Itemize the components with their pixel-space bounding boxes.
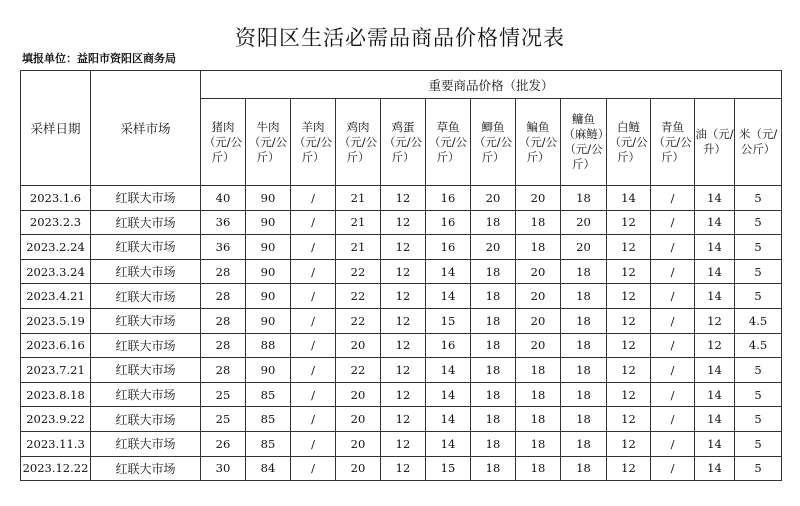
cell-price: 18 bbox=[561, 284, 607, 309]
header-item bbox=[426, 99, 471, 186]
header-item-label: 米（元/公斤） bbox=[738, 127, 778, 156]
cell-price: 12 bbox=[381, 308, 426, 333]
header-item-label: 鳊鱼（元/公斤） bbox=[518, 119, 558, 164]
cell-price: 14 bbox=[426, 358, 471, 383]
cell-date: 2023.11.3 bbox=[21, 431, 91, 456]
cell-price: 90 bbox=[246, 210, 291, 235]
cell-price: 12 bbox=[381, 210, 426, 235]
header-item bbox=[695, 99, 735, 186]
cell-price: 14 bbox=[695, 235, 735, 260]
cell-price: 22 bbox=[336, 284, 381, 309]
header-item bbox=[471, 99, 516, 186]
cell-price: 90 bbox=[246, 358, 291, 383]
cell-price: / bbox=[651, 259, 695, 284]
cell-price: 21 bbox=[336, 235, 381, 260]
cell-price: 30 bbox=[201, 456, 246, 481]
cell-price: 12 bbox=[607, 210, 651, 235]
cell-price: 18 bbox=[471, 333, 516, 358]
cell-date: 2023.8.18 bbox=[21, 382, 91, 407]
cell-price: 14 bbox=[695, 358, 735, 383]
header-item-label: 鸡蛋（元/公斤） bbox=[383, 119, 423, 164]
cell-price: 14 bbox=[695, 210, 735, 235]
cell-price: 16 bbox=[426, 186, 471, 211]
header-item-label: 白鲢（元/公斤） bbox=[609, 119, 648, 164]
cell-price: 20 bbox=[336, 382, 381, 407]
cell-price: 18 bbox=[471, 308, 516, 333]
header-item bbox=[607, 99, 651, 186]
cell-price: / bbox=[291, 259, 336, 284]
cell-price: / bbox=[291, 210, 336, 235]
cell-price: 36 bbox=[201, 235, 246, 260]
cell-price: 14 bbox=[426, 431, 471, 456]
cell-price: 14 bbox=[695, 431, 735, 456]
cell-price: 12 bbox=[381, 284, 426, 309]
cell-price: 16 bbox=[426, 333, 471, 358]
cell-price: 18 bbox=[516, 382, 561, 407]
header-item-label: 猪肉（元/公斤） bbox=[203, 119, 243, 164]
cell-price: / bbox=[651, 284, 695, 309]
cell-price: 14 bbox=[426, 259, 471, 284]
cell-market: 红联大市场 bbox=[91, 358, 201, 383]
cell-price: / bbox=[291, 186, 336, 211]
header-item-label: 牛肉（元/公斤） bbox=[248, 119, 288, 164]
cell-date: 2023.7.21 bbox=[21, 358, 91, 383]
cell-price: / bbox=[291, 382, 336, 407]
cell-market: 红联大市场 bbox=[91, 456, 201, 481]
cell-price: 12 bbox=[695, 308, 735, 333]
cell-date: 2023.6.16 bbox=[21, 333, 91, 358]
cell-price: 12 bbox=[381, 235, 426, 260]
cell-price: 18 bbox=[561, 259, 607, 284]
cell-price: 12 bbox=[695, 333, 735, 358]
cell-price: 18 bbox=[516, 407, 561, 432]
cell-price: / bbox=[291, 358, 336, 383]
cell-price: 5 bbox=[735, 382, 782, 407]
cell-price: 14 bbox=[695, 407, 735, 432]
cell-date: 2023.9.22 bbox=[21, 407, 91, 432]
cell-price: 28 bbox=[201, 259, 246, 284]
header-item bbox=[561, 99, 607, 186]
cell-price: 5 bbox=[735, 407, 782, 432]
table-row bbox=[21, 382, 782, 407]
cell-price: 14 bbox=[695, 382, 735, 407]
cell-price: 14 bbox=[695, 186, 735, 211]
table-row bbox=[21, 235, 782, 260]
cell-price: 18 bbox=[516, 235, 561, 260]
cell-price: 14 bbox=[695, 259, 735, 284]
cell-price: 18 bbox=[561, 333, 607, 358]
cell-price: 20 bbox=[471, 235, 516, 260]
cell-price: 25 bbox=[201, 407, 246, 432]
cell-price: 90 bbox=[246, 308, 291, 333]
cell-price: 15 bbox=[426, 308, 471, 333]
table-row bbox=[21, 333, 782, 358]
cell-price: 14 bbox=[426, 284, 471, 309]
cell-price: 15 bbox=[426, 456, 471, 481]
cell-price: / bbox=[651, 210, 695, 235]
cell-price: / bbox=[651, 333, 695, 358]
cell-market: 红联大市场 bbox=[91, 333, 201, 358]
table-body bbox=[21, 186, 782, 481]
cell-price: 20 bbox=[516, 284, 561, 309]
cell-price: 22 bbox=[336, 308, 381, 333]
cell-price: 22 bbox=[336, 358, 381, 383]
cell-price: 18 bbox=[561, 382, 607, 407]
cell-price: 12 bbox=[607, 407, 651, 432]
cell-price: 5 bbox=[735, 235, 782, 260]
table-row bbox=[21, 431, 782, 456]
cell-market: 红联大市场 bbox=[91, 407, 201, 432]
cell-price: 12 bbox=[607, 358, 651, 383]
cell-price: 18 bbox=[561, 456, 607, 481]
cell-date: 2023.3.24 bbox=[21, 259, 91, 284]
cell-price: 12 bbox=[381, 259, 426, 284]
cell-price: 20 bbox=[336, 431, 381, 456]
reporting-unit: 填报单位：益阳市资阳区商务局 bbox=[22, 52, 176, 65]
cell-price: 36 bbox=[201, 210, 246, 235]
cell-price: 28 bbox=[201, 333, 246, 358]
cell-price: 14 bbox=[426, 407, 471, 432]
cell-price: 21 bbox=[336, 186, 381, 211]
cell-price: 12 bbox=[607, 235, 651, 260]
cell-price: 18 bbox=[561, 186, 607, 211]
cell-price: 18 bbox=[471, 382, 516, 407]
cell-price: 20 bbox=[516, 308, 561, 333]
header-item-label: 油（元/升） bbox=[695, 127, 734, 156]
cell-price: / bbox=[651, 358, 695, 383]
cell-price: 18 bbox=[561, 407, 607, 432]
cell-date: 2023.4.21 bbox=[21, 284, 91, 309]
cell-price: / bbox=[651, 431, 695, 456]
cell-price: 20 bbox=[336, 407, 381, 432]
cell-market: 红联大市场 bbox=[91, 210, 201, 235]
cell-price: / bbox=[651, 382, 695, 407]
cell-price: 12 bbox=[607, 431, 651, 456]
cell-price: 5 bbox=[735, 358, 782, 383]
cell-price: 12 bbox=[607, 333, 651, 358]
cell-price: / bbox=[291, 284, 336, 309]
header-date: 采样日期 bbox=[21, 71, 91, 186]
cell-price: / bbox=[651, 308, 695, 333]
header-item-label: 鸡肉（元/公斤） bbox=[338, 119, 378, 164]
cell-price: 20 bbox=[561, 235, 607, 260]
cell-price: 85 bbox=[246, 431, 291, 456]
header-item-label: 鲫鱼（元/公斤） bbox=[473, 119, 513, 164]
cell-price: 18 bbox=[516, 431, 561, 456]
cell-price: / bbox=[291, 431, 336, 456]
header-item bbox=[735, 99, 782, 186]
header-item bbox=[246, 99, 291, 186]
cell-price: 18 bbox=[471, 431, 516, 456]
header-item bbox=[381, 99, 426, 186]
header-item-label: 青鱼（元/公斤） bbox=[653, 119, 692, 164]
header-item bbox=[291, 99, 336, 186]
cell-price: 12 bbox=[381, 431, 426, 456]
cell-price: 12 bbox=[381, 407, 426, 432]
cell-price: 18 bbox=[516, 456, 561, 481]
header-item bbox=[336, 99, 381, 186]
header-item-label: 鳙鱼（麻鲢）（元/公斤） bbox=[563, 112, 604, 171]
header-item-label: 草鱼（元/公斤） bbox=[428, 119, 468, 164]
cell-market: 红联大市场 bbox=[91, 382, 201, 407]
cell-price: / bbox=[291, 235, 336, 260]
cell-price: 90 bbox=[246, 284, 291, 309]
header-item bbox=[201, 99, 246, 186]
cell-price: 12 bbox=[381, 382, 426, 407]
header-item-label: 羊肉（元/公斤） bbox=[293, 119, 333, 164]
cell-price: 18 bbox=[471, 210, 516, 235]
cell-price: 90 bbox=[246, 235, 291, 260]
cell-price: 16 bbox=[426, 210, 471, 235]
cell-price: / bbox=[291, 308, 336, 333]
cell-price: 18 bbox=[516, 358, 561, 383]
cell-date: 2023.5.19 bbox=[21, 308, 91, 333]
cell-price: 5 bbox=[735, 210, 782, 235]
cell-price: / bbox=[651, 456, 695, 481]
cell-price: 18 bbox=[561, 431, 607, 456]
cell-price: 18 bbox=[561, 308, 607, 333]
cell-price: / bbox=[651, 186, 695, 211]
cell-price: 12 bbox=[607, 259, 651, 284]
cell-price: 85 bbox=[246, 382, 291, 407]
cell-price: 18 bbox=[561, 358, 607, 383]
cell-price: 12 bbox=[607, 456, 651, 481]
cell-price: 90 bbox=[246, 186, 291, 211]
cell-date: 2023.1.6 bbox=[21, 186, 91, 211]
cell-price: 20 bbox=[561, 210, 607, 235]
table-row bbox=[21, 186, 782, 211]
header-item bbox=[516, 99, 561, 186]
cell-price: 12 bbox=[607, 308, 651, 333]
cell-price: 16 bbox=[426, 235, 471, 260]
cell-price: / bbox=[651, 235, 695, 260]
cell-price: 14 bbox=[426, 382, 471, 407]
cell-price: / bbox=[651, 407, 695, 432]
header-item bbox=[651, 99, 695, 186]
cell-price: 4.5 bbox=[735, 333, 782, 358]
cell-price: 25 bbox=[201, 382, 246, 407]
cell-price: 40 bbox=[201, 186, 246, 211]
cell-price: / bbox=[291, 407, 336, 432]
cell-price: 5 bbox=[735, 259, 782, 284]
cell-price: 84 bbox=[246, 456, 291, 481]
cell-price: 12 bbox=[381, 186, 426, 211]
cell-date: 2023.2.24 bbox=[21, 235, 91, 260]
cell-price: 18 bbox=[516, 210, 561, 235]
table-row bbox=[21, 210, 782, 235]
cell-date: 2023.12.22 bbox=[21, 456, 91, 481]
page-title: 资阳区生活必需品商品价格情况表 bbox=[235, 26, 565, 50]
cell-price: 18 bbox=[471, 358, 516, 383]
cell-price: / bbox=[291, 456, 336, 481]
table-row bbox=[21, 456, 782, 481]
cell-price: 12 bbox=[607, 382, 651, 407]
cell-price: 28 bbox=[201, 284, 246, 309]
cell-price: 28 bbox=[201, 358, 246, 383]
cell-price: 18 bbox=[471, 259, 516, 284]
cell-price: 14 bbox=[607, 186, 651, 211]
cell-price: 21 bbox=[336, 210, 381, 235]
cell-price: 22 bbox=[336, 259, 381, 284]
cell-price: 14 bbox=[695, 284, 735, 309]
header-market: 采样市场 bbox=[91, 71, 201, 186]
table-row bbox=[21, 308, 782, 333]
cell-price: 88 bbox=[246, 333, 291, 358]
cell-price: 26 bbox=[201, 431, 246, 456]
price-table bbox=[20, 70, 782, 481]
cell-price: 12 bbox=[381, 333, 426, 358]
cell-date: 2023.2.3 bbox=[21, 210, 91, 235]
cell-market: 红联大市场 bbox=[91, 308, 201, 333]
cell-price: 20 bbox=[516, 259, 561, 284]
cell-price: 20 bbox=[336, 333, 381, 358]
cell-market: 红联大市场 bbox=[91, 186, 201, 211]
cell-price: 12 bbox=[381, 358, 426, 383]
cell-price: 18 bbox=[471, 284, 516, 309]
cell-price: 5 bbox=[735, 284, 782, 309]
cell-price: / bbox=[291, 333, 336, 358]
cell-price: 28 bbox=[201, 308, 246, 333]
cell-price: 18 bbox=[471, 407, 516, 432]
cell-price: 5 bbox=[735, 186, 782, 211]
cell-price: 12 bbox=[381, 456, 426, 481]
cell-price: 20 bbox=[471, 186, 516, 211]
table-row bbox=[21, 259, 782, 284]
cell-market: 红联大市场 bbox=[91, 284, 201, 309]
cell-market: 红联大市场 bbox=[91, 431, 201, 456]
cell-price: 5 bbox=[735, 456, 782, 481]
header-group: 重要商品价格（批发） bbox=[201, 71, 782, 99]
cell-price: 20 bbox=[516, 186, 561, 211]
cell-price: 20 bbox=[516, 333, 561, 358]
table-row bbox=[21, 284, 782, 309]
cell-price: 5 bbox=[735, 431, 782, 456]
cell-market: 红联大市场 bbox=[91, 259, 201, 284]
cell-price: 12 bbox=[607, 284, 651, 309]
table-row bbox=[21, 358, 782, 383]
cell-price: 14 bbox=[695, 456, 735, 481]
cell-price: 4.5 bbox=[735, 308, 782, 333]
table-row bbox=[21, 407, 782, 432]
cell-market: 红联大市场 bbox=[91, 235, 201, 260]
cell-price: 85 bbox=[246, 407, 291, 432]
cell-price: 20 bbox=[336, 456, 381, 481]
cell-price: 90 bbox=[246, 259, 291, 284]
cell-price: 18 bbox=[471, 456, 516, 481]
